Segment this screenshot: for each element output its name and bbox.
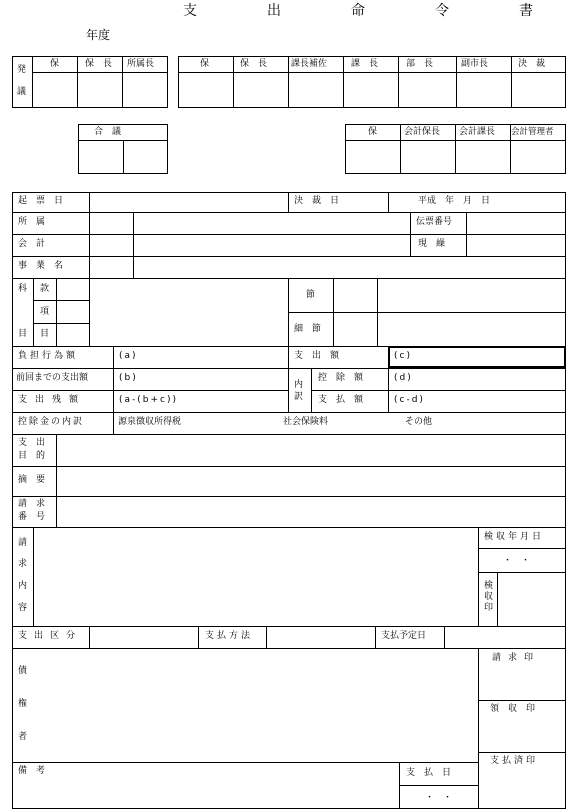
paid-seal-label: 支払済印 [490,756,539,766]
accounting-col-3: 会計課長 [459,127,496,137]
balance-label: 支出残額 [18,395,87,405]
department-field[interactable] [134,213,409,233]
kou-label: 項 [40,307,50,317]
inspect-date-value[interactable]: ・ ・ [503,556,531,566]
insurance-label: 社会保険料 [283,417,329,427]
prev-payment-value: (b) [119,373,138,383]
pay-method-field[interactable] [267,627,374,647]
decision-date-label: 決 裁 日 [294,196,340,206]
account-label: 会 計 [18,239,46,249]
pay-amount-label: 支 払 額 [318,395,364,405]
accounting-col-4: 会計管理者 [511,127,554,137]
decision-col-5: 部 長 [406,59,434,69]
payment-label: 支 出 額 [294,351,340,361]
inspect-date-label: 検収年月日 [484,532,545,542]
decision-col-6: 副市長 [461,59,489,69]
claim-seal-label: 請求印 [492,653,541,663]
purpose-label-1: 支 出 [18,438,46,448]
fiscal-year-label: 年度 [86,28,111,42]
balance-value: (a-(b+c)) [119,395,179,405]
decision-col-4: 課 長 [351,59,379,69]
decision-col-3: 課長補佐 [291,59,328,69]
subject-char-2: 目 [18,329,28,339]
purpose-label-2: 目 的 [18,451,46,461]
draft-date-field[interactable] [90,193,287,211]
issue-label-1: 発 [17,65,27,75]
setsu-label: 節 [306,290,316,300]
pay-amount-value: (c-d) [394,395,425,405]
summary-label: 摘 要 [18,475,46,485]
issue-label-2: 議 [17,87,27,97]
moku-label: 目 [40,329,50,339]
current-year-label: 現 繰 [418,239,446,249]
request-no-label-1: 請 求 [18,499,46,509]
request-number-field[interactable] [57,497,565,526]
issue-col-3: 所属長 [127,59,155,69]
summary-field[interactable] [57,467,565,495]
pay-date-label: 支 払 日 [406,768,452,778]
decision-col-1: 保 [200,59,210,69]
accounting-col-2: 会計保長 [404,127,441,137]
creditor-char-2: 権 [18,699,28,709]
remarks-field[interactable] [13,778,398,808]
pay-method-label: 支払方法 [205,631,254,641]
slip-number-field[interactable] [467,213,565,233]
pay-category-field[interactable] [90,627,197,647]
project-name-label: 事 業 名 [18,261,64,271]
deduction-value: (d) [394,373,413,383]
prev-payment-label: 前回までの支出額 [16,373,89,383]
department-label: 所 属 [18,217,46,227]
decision-col-7: 決 裁 [518,59,546,69]
payment-amount-highlight [388,346,566,368]
other-label: その他 [405,417,433,427]
request-content-char-4: 容 [18,603,28,613]
burden-label: 負担行為額 [18,351,79,361]
request-content-field[interactable] [34,528,477,625]
consultation-label: 合 議 [94,127,122,137]
inspect-seal-char-3: 印 [484,603,494,613]
creditor-char-3: 者 [18,732,28,742]
deduction-detail-label: 控除金の内訳 [18,417,85,427]
slip-number-label: 伝票番号 [416,217,453,227]
breakdown-char-2: 訳 [294,392,304,402]
pay-schedule-field[interactable] [445,627,565,647]
request-content-char-3: 内 [18,581,28,591]
request-content-char-2: 求 [18,559,28,569]
purpose-field[interactable] [57,435,565,465]
request-no-label-2: 番 号 [18,512,46,522]
saisetsu-label: 細 節 [294,324,322,334]
request-content-char-1: 請 [18,538,28,548]
breakdown-char-1: 内 [294,380,304,390]
draft-date-label: 起 票 日 [18,196,64,206]
receipt-seal-label: 領 収 印 [490,704,536,714]
kan-label: 款 [40,284,50,294]
burden-value: (a) [119,351,138,361]
decision-col-2: 保 長 [240,59,268,69]
deduction-label: 控 除 額 [318,373,364,383]
creditor-field[interactable] [34,649,477,761]
inspect-seal-char-1: 検 [484,581,494,591]
issue-col-1: 保 [50,59,60,69]
pay-date-value[interactable]: ・ ・ [425,793,453,803]
creditor-char-1: 債 [18,666,28,676]
pay-schedule-label: 支払予定日 [381,631,427,641]
accounting-col-1: 保 [368,127,378,137]
remarks-label: 備 考 [18,766,46,776]
decision-date-value[interactable]: 平成 年 月 日 [418,196,491,206]
inspect-seal-char-2: 収 [484,592,494,602]
subject-char-1: 科 [18,284,28,294]
tax-label: 源泉徴収所得税 [118,417,182,427]
pay-category-label: 支出区分 [18,631,83,641]
issue-col-2: 保 長 [85,59,113,69]
page-title: 支 出 命 令 書 [183,3,561,19]
payment-value: (c) [394,351,412,361]
